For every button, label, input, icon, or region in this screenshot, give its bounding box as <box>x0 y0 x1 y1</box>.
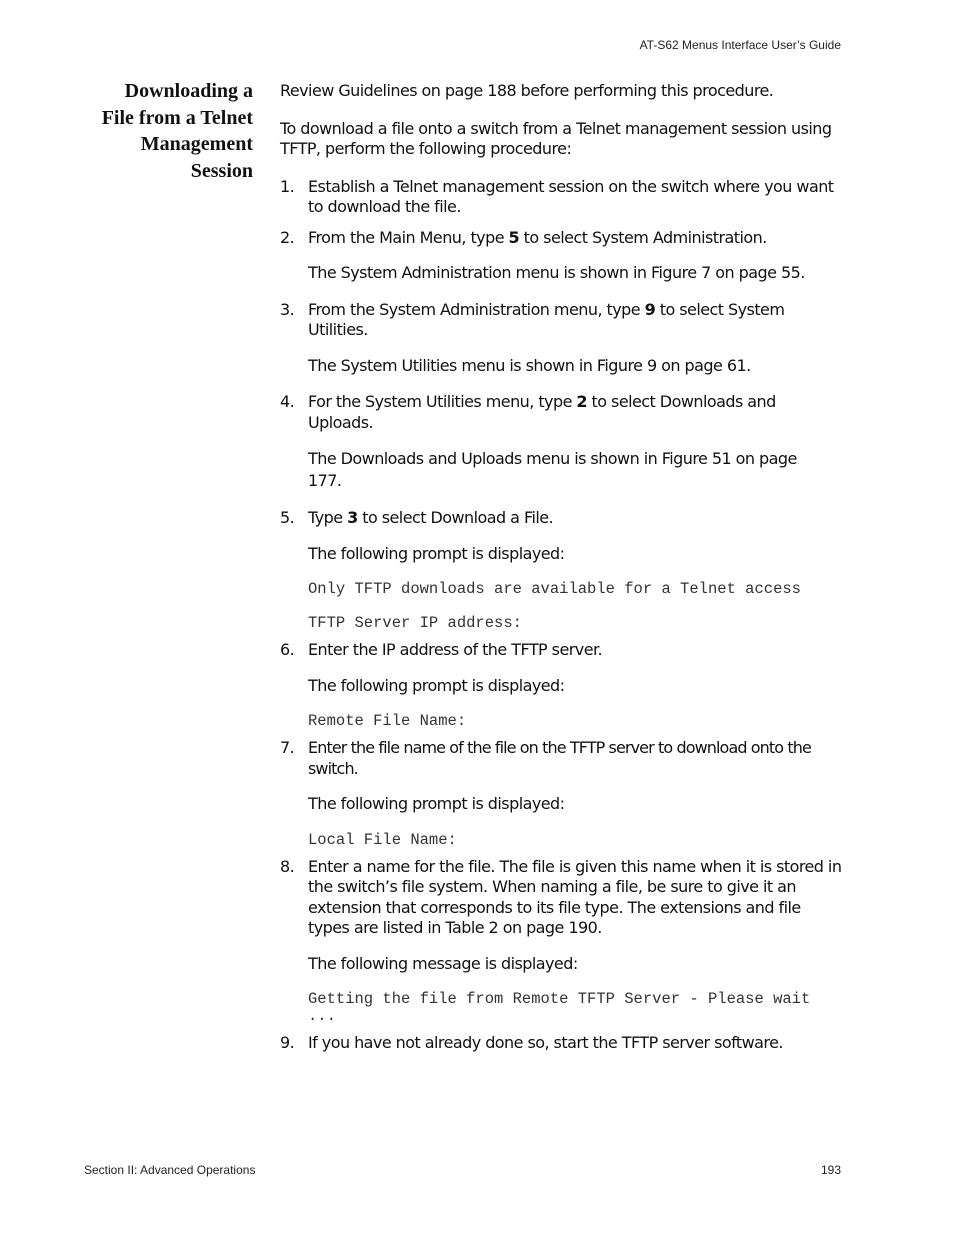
step-number: 7. <box>280 738 295 757</box>
step-note: The following prompt is displayed: <box>308 794 565 813</box>
footer-section-label: Section II: Advanced Operations <box>84 1163 256 1177</box>
step-3 <box>280 300 844 341</box>
prompt-text: Getting the file from Remote TFTP Server - Please wait ... <box>308 990 820 1025</box>
section-heading <box>74 78 253 184</box>
menu-key: 9 <box>644 299 656 319</box>
running-header: AT-S62 Menus Interface User’s Guide <box>639 38 841 52</box>
step-number: 5. <box>280 508 295 527</box>
heading-line-3: Management <box>140 133 253 155</box>
menu-key: 3 <box>347 508 358 527</box>
step-note: The following message is displayed: <box>308 953 578 973</box>
heading-line-1: Downloading a <box>124 80 253 102</box>
step-2 <box>280 228 844 249</box>
menu-key: 2 <box>576 392 587 411</box>
step-note: The System Utilities menu is shown in Figure 9 on page 61. <box>308 355 751 375</box>
step-6 <box>280 640 844 661</box>
step-note: The System Administration menu is shown in Figure 7 on page 55. <box>308 263 805 282</box>
step-note: The Downloads and Uploads menu is shown in Figure 51 on page 177. <box>308 449 797 490</box>
heading-line-4: Session <box>190 159 253 182</box>
step-7 <box>280 738 844 779</box>
step-9 <box>280 1033 844 1054</box>
step-5 <box>280 508 844 529</box>
prompt-text: TFTP Server IP address: <box>308 614 522 632</box>
step-number: 3. <box>280 299 295 319</box>
step-4 <box>280 392 844 433</box>
intro-paragraph-2: To download a file onto a switch from a Telnet management session using TFTP, perform the following procedure: <box>280 118 832 158</box>
step-text: Enter the file name of the file on the TFTP server to download onto the switch. <box>308 738 811 778</box>
step-note: The following prompt is displayed: <box>308 543 565 563</box>
step-text: If you have not already done so, start the TFTP server software. <box>308 1033 783 1052</box>
prompt-text: Remote File Name: <box>308 712 467 730</box>
step-number: 2. <box>280 227 295 247</box>
step-number: 1. <box>280 176 295 196</box>
menu-key: 5 <box>508 227 520 247</box>
step-text: From the System Administration menu, type 9 to select System Utilities. <box>308 299 785 339</box>
step-text: Enter a name for the file. The file is given this name when it is stored in the switch’s file system. When naming a file, be sure to give it an extension that corresponds to its file type. The extensions and file types are listed in Table 2 on page 190. <box>308 856 842 937</box>
step-text: Type 3 to select Download a File. <box>308 508 554 527</box>
heading-line-2: File from a Telnet <box>101 106 253 129</box>
step-number: 6. <box>280 640 295 659</box>
step-number: 8. <box>280 856 295 876</box>
step-number: 9. <box>280 1033 295 1052</box>
step-note: The following prompt is displayed: <box>308 675 565 695</box>
step-text: Establish a Telnet management session on the switch where you want to download the file. <box>308 176 834 216</box>
page-number: 193 <box>820 1163 841 1177</box>
step-number: 4. <box>280 392 295 411</box>
body-content <box>280 81 844 1054</box>
intro-paragraph-1: Review Guidelines on page 188 before performing this procedure. <box>280 81 774 100</box>
step-text: From the Main Menu, type 5 to select System Administration. <box>308 227 767 247</box>
step-1 <box>280 177 844 218</box>
step-text: For the System Utilities menu, type 2 to select Downloads and Uploads. <box>308 392 776 432</box>
step-8 <box>280 857 844 939</box>
prompt-text: Local File Name: <box>308 830 457 849</box>
prompt-text: Only TFTP downloads are available for a Telnet access <box>308 580 801 598</box>
step-text: Enter the IP address of the TFTP server. <box>308 640 603 659</box>
